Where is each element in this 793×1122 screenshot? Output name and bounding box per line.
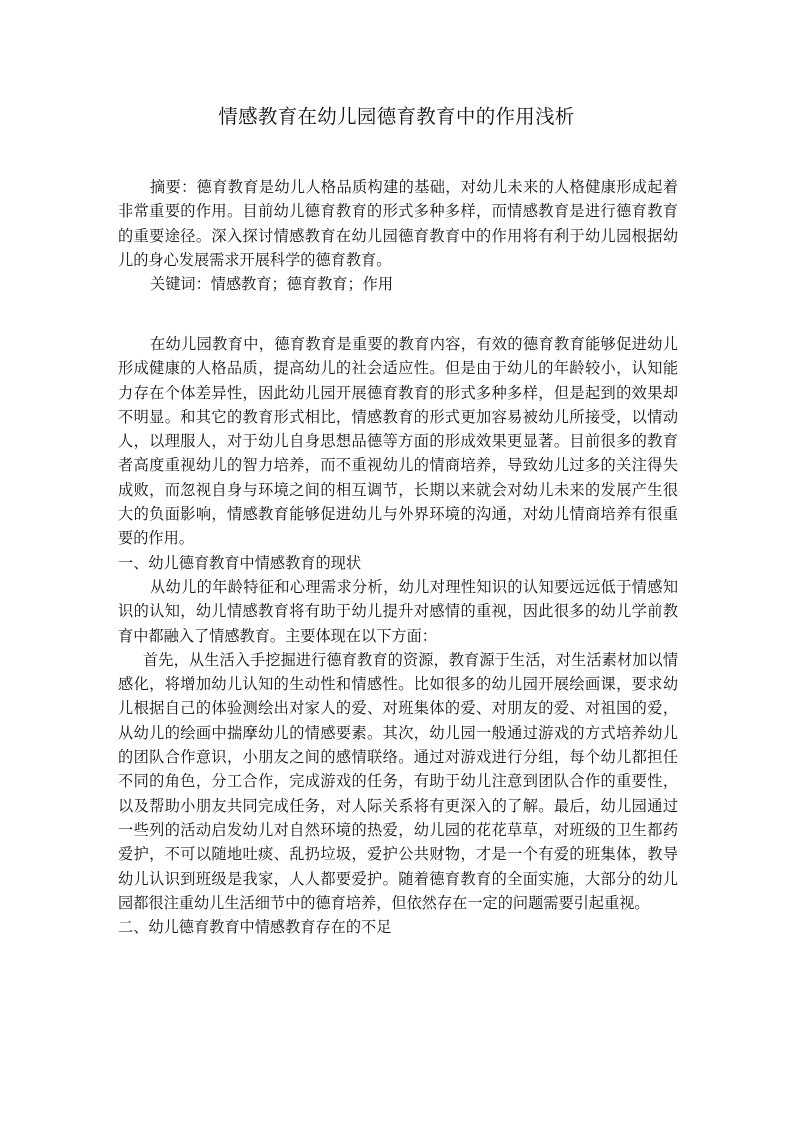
abstract-section: [118, 175, 678, 296]
section2-heading: 二、幼儿德育教育中情感教育存在的不足: [118, 918, 392, 937]
body-section: [118, 332, 678, 939]
abstract-paragraph: 摘要：德育教育是幼儿人格品质构建的基础，对幼儿未来的人格健康形成起着非常重要的作用。目前幼儿德育教育的形式多种多样，而情感教育是进行德育教育的重要途径。深入探讨情感教育在幼儿园德育教育中的作用将有利于幼儿园根据幼儿的身心发展需求开展科学的德育教育。: [118, 178, 678, 269]
intro-paragraph: 在幼儿园教育中，德育教育是重要的教育内容，有效的德育教育能够促进幼儿形成健康的人格品质，提高幼儿的社会适应性。但是由于幼儿的年龄较小，认知能力存在个体差异性，因此幼儿园开展德育教育的形式多种多样，但是起到的效果却不明显。和其它的教育形式相比，情感教育的形式更加容易被幼儿所接受，以情动人，以理服人，对于幼儿自身思想品德等方面的形成效果更显著。目前很多的教育者高度重视幼儿的智力培养，而不重视幼儿的情商培养，导致幼儿过多的关注得失成败，而忽视自身与环境之间的相互调节，长期以来就会对幼儿未来的发展产生很大的负面影响，情感教育能够促进幼儿与外界环境的沟通，对幼儿情商培养有很重要的作用。: [118, 335, 678, 548]
keywords-line: 关键词：情感教育；德育教育；作用: [150, 275, 393, 294]
section1-paragraph-1: 从幼儿的年龄特征和心理需求分析，幼儿对理性知识的认知要远远低于情感知识的认知，幼儿情感教育将有助于幼儿提升对感情的重视，因此很多的幼儿学前教育中都融入了情感教育。主要体现在以下方面：: [118, 577, 678, 645]
document-title: 情感教育在幼儿园德育教育中的作用浅析: [218, 105, 575, 128]
section1-heading: 一、幼儿德育教育中情感教育的现状: [118, 553, 361, 572]
section1-paragraph-2: 首先，从生活入手挖掘进行德育教育的资源，教育源于生活，对生活素材加以情感化，将增加幼儿认知的生动性和情感性。比如很多的幼儿园开展绘画课，要求幼儿根据自己的体验测绘出对家人的爱、对班集体的爱、对朋友的爱、对祖国的爱，从幼儿的绘画中揣摩幼儿的情感要素。其次，幼儿园一般通过游戏的方式培养幼儿的团队合作意识，小朋友之间的感情联络。通过对游戏进行分组，每个幼儿都担任不同的角色，分工合作，完成游戏的任务，有助于幼儿注意到团队合作的重要性，以及帮助小朋友共同完成任务，对人际关系将有更深入的了解。最后，幼儿园通过一些列的活动启发幼儿对自然环境的热爱，幼儿园的花花草草，对班级的卫生都药爱护，不可以随地吐痰、乱扔垃圾，爱护公共财物，才是一个有爱的班集体，教导幼儿认识到班级是我家，人人都要爱护。随着德育教育的全面实施，大部分的幼儿园都很注重幼儿生活细节中的德育培养，但依然存在一定的问题需要引起重视。: [118, 650, 678, 912]
